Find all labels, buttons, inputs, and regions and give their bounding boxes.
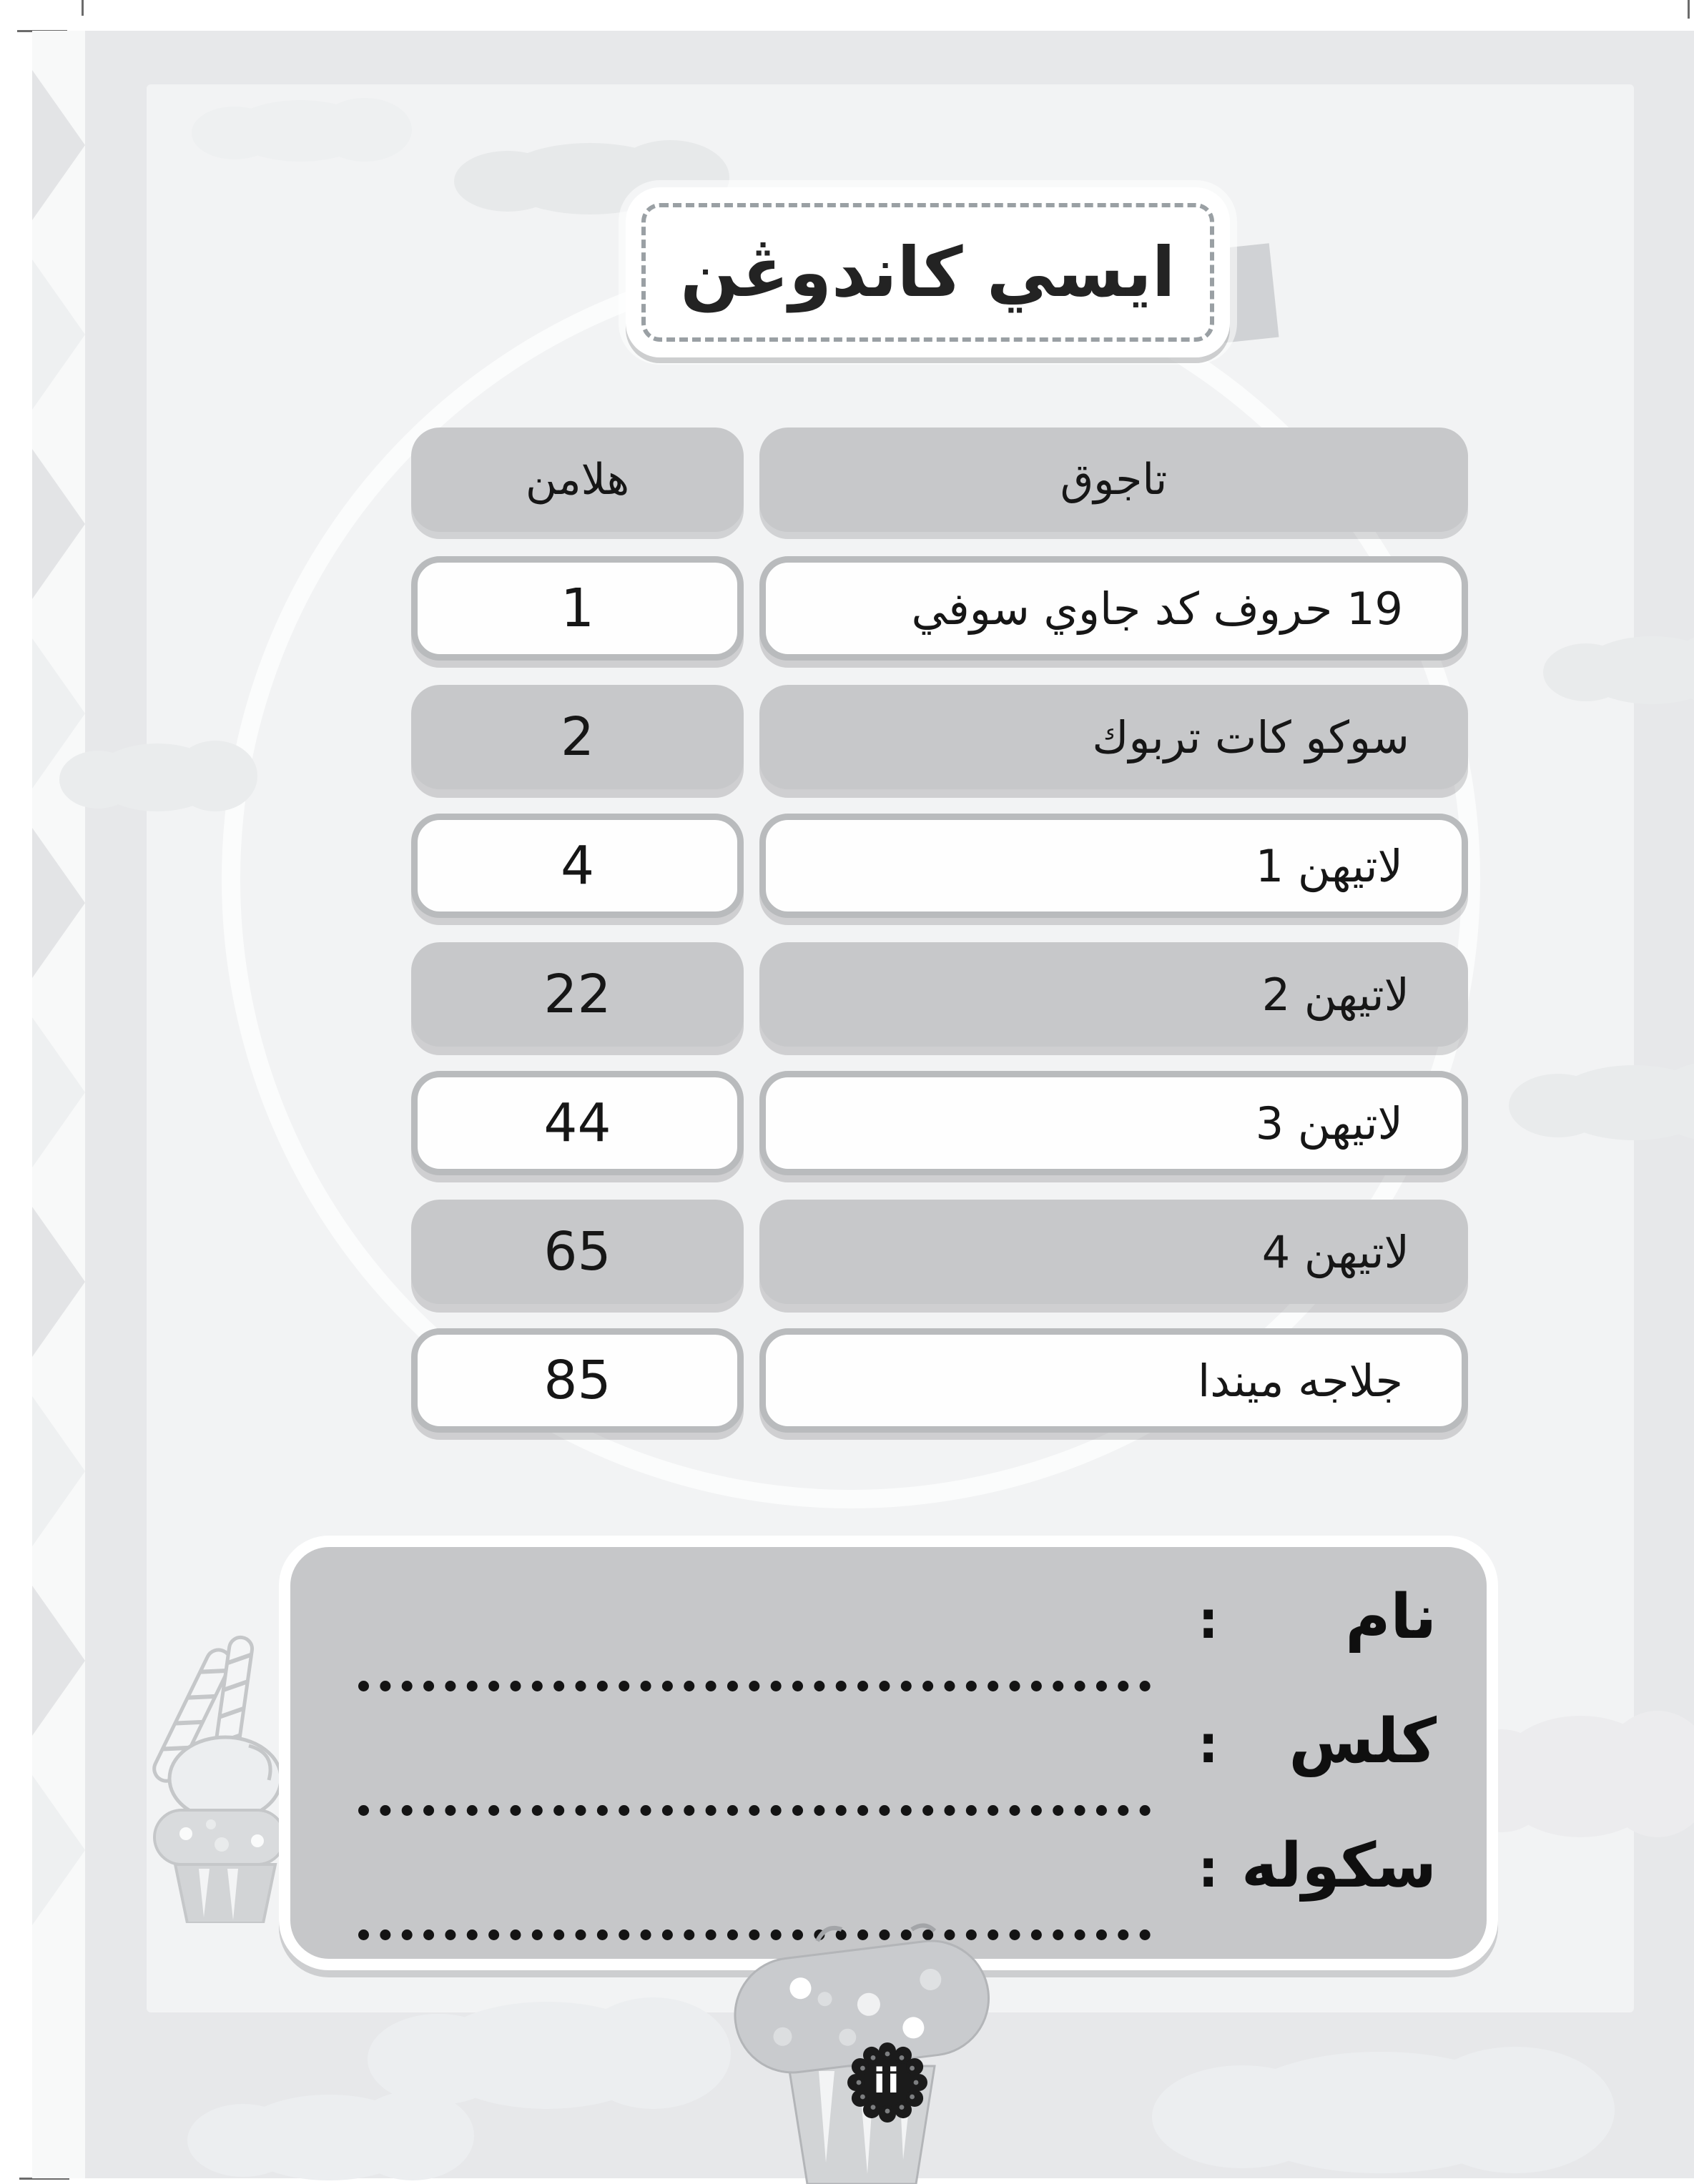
table-row (411, 942, 1468, 1047)
crop-mark (82, 0, 84, 16)
toc-entry-title: 19 حروف كد جاوي سوفي (759, 556, 1468, 661)
table-row (411, 1328, 1468, 1433)
cupcake-icon (143, 1630, 286, 1923)
toc-entry-title: جلاجه ميندا (759, 1328, 1468, 1433)
title-card (626, 187, 1230, 357)
school-colon: : (1198, 1839, 1218, 1899)
toc-page-number: 1 (411, 556, 744, 661)
chevron-border-decoration (32, 31, 85, 2178)
column-header-title: تاجوق (759, 428, 1468, 532)
table-row (411, 685, 1468, 789)
cloud-decoration (236, 2095, 422, 2180)
table-of-contents (411, 428, 1468, 1457)
name-label: نام (1345, 1581, 1437, 1653)
toc-entry-title: سوكو كات تربوك (759, 685, 1468, 789)
crop-mark (1688, 0, 1690, 19)
toc-page-number: 4 (411, 814, 744, 918)
table-row (411, 1200, 1468, 1304)
toc-page-number: 85 (411, 1328, 744, 1433)
cloud-decoration (229, 100, 372, 162)
toc-page-number: 2 (411, 685, 744, 789)
table-row (411, 556, 1468, 661)
toc-entry-title: لاتيهن 4 (759, 1200, 1468, 1304)
toc-entry-title: لاتيهن 3 (759, 1071, 1468, 1175)
cloud-decoration (1494, 1716, 1666, 1837)
class-colon: : (1198, 1714, 1218, 1774)
page-title: ايسي كاندوڠن (680, 232, 1176, 312)
toc-entry-title: لاتيهن 2 (759, 942, 1468, 1047)
name-field (351, 1581, 1437, 1694)
class-field (351, 1706, 1437, 1819)
cloud-decoration (93, 743, 222, 811)
table-row (411, 1071, 1468, 1175)
name-fill-line (358, 1680, 1151, 1691)
class-label: كلس (1289, 1706, 1437, 1777)
table-header-row (411, 428, 1468, 532)
toc-page-number: 44 (411, 1071, 744, 1175)
school-label: سكوله (1241, 1830, 1437, 1902)
table-row (411, 814, 1468, 918)
toc-entry-title: لاتيهن 1 (759, 814, 1468, 918)
class-fill-line (358, 1804, 1151, 1816)
student-info-box (279, 1536, 1498, 1970)
cloud-decoration (429, 2002, 665, 2109)
column-header-page: هلامن (411, 428, 744, 532)
toc-page-number: 22 (411, 942, 744, 1047)
cloud-decoration (1230, 2052, 1530, 2173)
cloud-decoration (1580, 636, 1694, 704)
page-number-badge (846, 2041, 929, 2124)
page-number: ii (873, 2061, 902, 2101)
cloud-decoration (1552, 1065, 1694, 1140)
toc-page-number: 65 (411, 1200, 744, 1304)
name-colon: : (1198, 1590, 1218, 1650)
